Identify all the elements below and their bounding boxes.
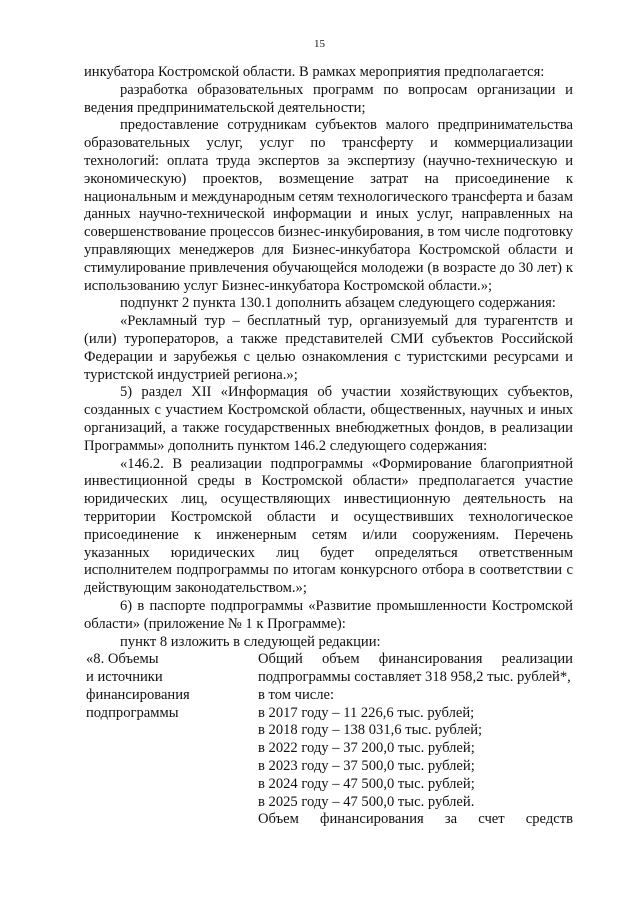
page-number: 15 (314, 38, 325, 50)
funding-tail-text: Объем финансирования за счет средств (258, 811, 573, 828)
funding-year-line: в 2017 году – 11 226,6 тыс. рублей; (258, 704, 475, 721)
paragraph-education-programs: разработка образовательных программ по вопросам организации и ведения предпринимательской деятельности; (84, 81, 573, 116)
paragraph-146-2: «146.2. В реализации подпрограммы «Формирование благоприятной инвестиционной среды в Костромской области» предполагается участие юридических лиц, осуществляющих инвестиционную деятельность на территории Костромской области и осуществивших технологическое присоединение к инженерным сетям и/или сооружениям. Перечень указанных юридических лиц будет определяться ответственным исполнителем подпрограммы по итогам конкурсного отбора в соответствии с действующим законодательством.»; (84, 455, 573, 597)
funding-year-line: в 2018 году – 138 031,6 тыс. рублей; (258, 722, 483, 739)
funding-year-line: в 2024 году – 47 500,0 тыс. рублей; (258, 775, 475, 792)
paragraph-promo-tour-definition: «Рекламный тур – бесплатный тур, организуемый для турагентств и (или) туроператоров, а также представителей СМИ субъектов Российской Федерации и зарубежья с целью ознакомления с туристскими ресурсами и туристской индустрией региона.»; (84, 313, 573, 383)
funding-year-line: в том числе: (258, 686, 335, 703)
funding-label-line: «8. Объемы (86, 651, 159, 668)
funding-table (84, 651, 573, 829)
paragraph-section-xii: 5) раздел XII «Информация об участии хозяйствующих субъектов, созданных с участием Костромской области, общественных, научных и иных организаций, а также государственных внебюджетных фондов, в реализации Программы» дополнить пунктом 146.2 следующего содержания: (84, 384, 573, 454)
funding-label-line: финансирования (86, 686, 190, 703)
funding-table-label-column (84, 651, 254, 829)
paragraph-subpoint-amendment: подпункт 2 пункта 130.1 дополнить абзацем следующего содержания: (120, 295, 556, 312)
paragraph-services-provision: предоставление сотрудникам субъектов малого предпринимательства образовательных услуг, услуг по трансферту и коммерциализации технологий: оплата труда экспертов за экспертизу (научно-техническую и экономическую) проектов, возмещение затрат на присоединение к национальным и международным сетям технологического трансферта и базам данных научно-технической информации и иных услуг, направленных на совершенствование процессов бизнес-инкубирования, в том числе подготовку управляющих менеджеров для Бизнес-инкубатора Костромской области и стимулирование привлечения обучающейся молодежи (в возрасте до 30 лет) к использованию услуг Бизнес-инкубатора Костромской области.»; (84, 117, 573, 294)
funding-year-line: в 2022 году – 37 200,0 тыс. рублей; (258, 740, 475, 757)
document-body (84, 64, 573, 829)
funding-label-line: подпрограммы (86, 704, 179, 721)
funding-year-line: в 2025 году – 47 500,0 тыс. рублей. (258, 793, 475, 810)
paragraph-passport-subprogram: 6) в паспорте подпрограммы «Развитие промышленности Костромской области» (приложение № 1 к Программе): (84, 597, 573, 632)
funding-total-text: Общий объем финансирования реализации подпрограммы составляет 318 958,2 тыс. рублей*, (258, 651, 573, 686)
paragraph-point-8-intro: пункт 8 изложить в следующей редакции: (120, 633, 381, 650)
paragraph-incubator-intro: инкубатора Костромской области. В рамках мероприятия предполагается: (84, 64, 545, 80)
funding-year-line: в 2023 году – 37 500,0 тыс. рублей; (258, 758, 475, 775)
funding-label-line: и источники (86, 669, 163, 686)
funding-table-value-column (258, 651, 573, 829)
